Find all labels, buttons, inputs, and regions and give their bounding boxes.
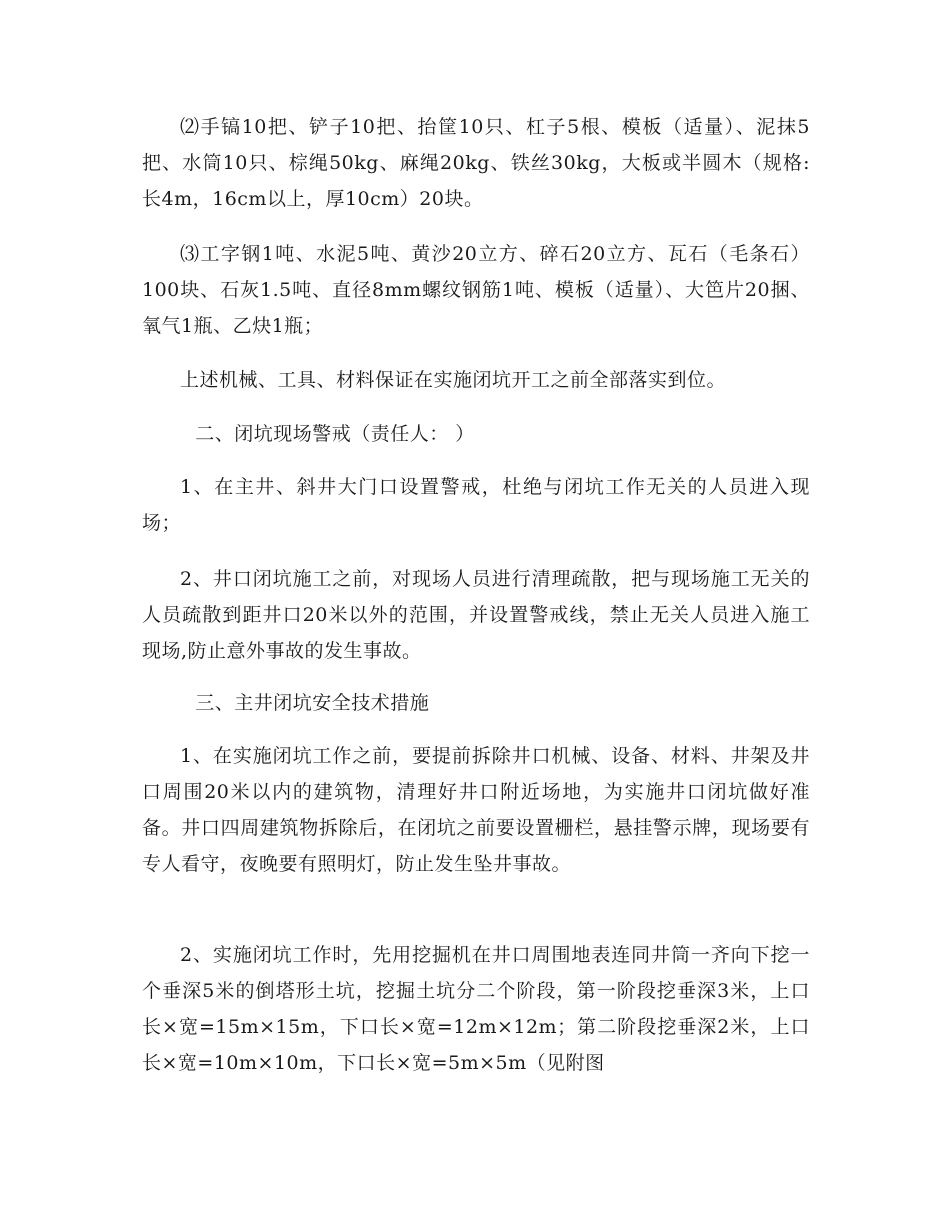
paragraph-safety-item-1: 1、在实施闭坑工作之前，要提前拆除井口机械、设备、材料、井架及井口周围20米以内的建筑物，清理好井口附近场地，为实施井口闭坑做好准备。井口四周建筑物拆除后，在闭坑之前要设置栅栏，悬挂警示牌，现场要有专人看守，夜晚要有照明灯，防止发生坠井事故。 (142, 745, 810, 875)
paragraph-safety-item-2: 2、实施闭坑工作时，先用挖掘机在井口周围地表连同井筒一齐向下挖一个垂深5米的倒塔形土坑，挖掘土坑分二个阶段，第一阶段挖垂深3米，上口长×宽=15m×15m，下口长×宽=12m×12m；第二阶段挖垂深2米，上口长×宽=10m×10m，下口长×宽=5m×5m（见附图 (142, 944, 810, 1074)
paragraph-warning-item-2: 2、井口闭坑施工之前，对现场人员进行清理疏散，把与现场施工无关的人员疏散到距井口20米以外的范围，并设置警戒线，禁止无关人员进入施工现场,防止意外事故的发生事故。 (142, 568, 810, 662)
paragraph-warning-item-1: 1、在主井、斜井大门口设置警戒，杜绝与闭坑工作无关的人员进入现场； (142, 476, 810, 534)
paragraph-guarantee: 上述机械、工具、材料保证在实施闭坑开工之前全部落实到位。 (180, 369, 727, 391)
paragraph-materials-list: ⑶工字钢1吨、水泥5吨、黄沙20立方、碎石20立方、瓦石（毛条石）100块、石灰1.5吨、直径8mm螺纹钢筋1吨、模板（适量）、大笆片20捆、氧气1瓶、乙炔1瓶； (142, 243, 810, 337)
paragraph-tools-list: ⑵手镐10把、铲子10把、抬筐10只、杠子5根、模板（适量）、泥抹5把、水筒10只、棕绳50kg、麻绳20kg、铁丝30kg，大板或半圆木（规格:长4m，16cm以上，厚10cm）20块。 (142, 116, 810, 210)
section-heading-safety-measures: 三、主井闭坑安全技术措施 (195, 692, 430, 714)
section-heading-site-warning: 二、闭坑现场警戒（责任人： ） (195, 423, 475, 445)
